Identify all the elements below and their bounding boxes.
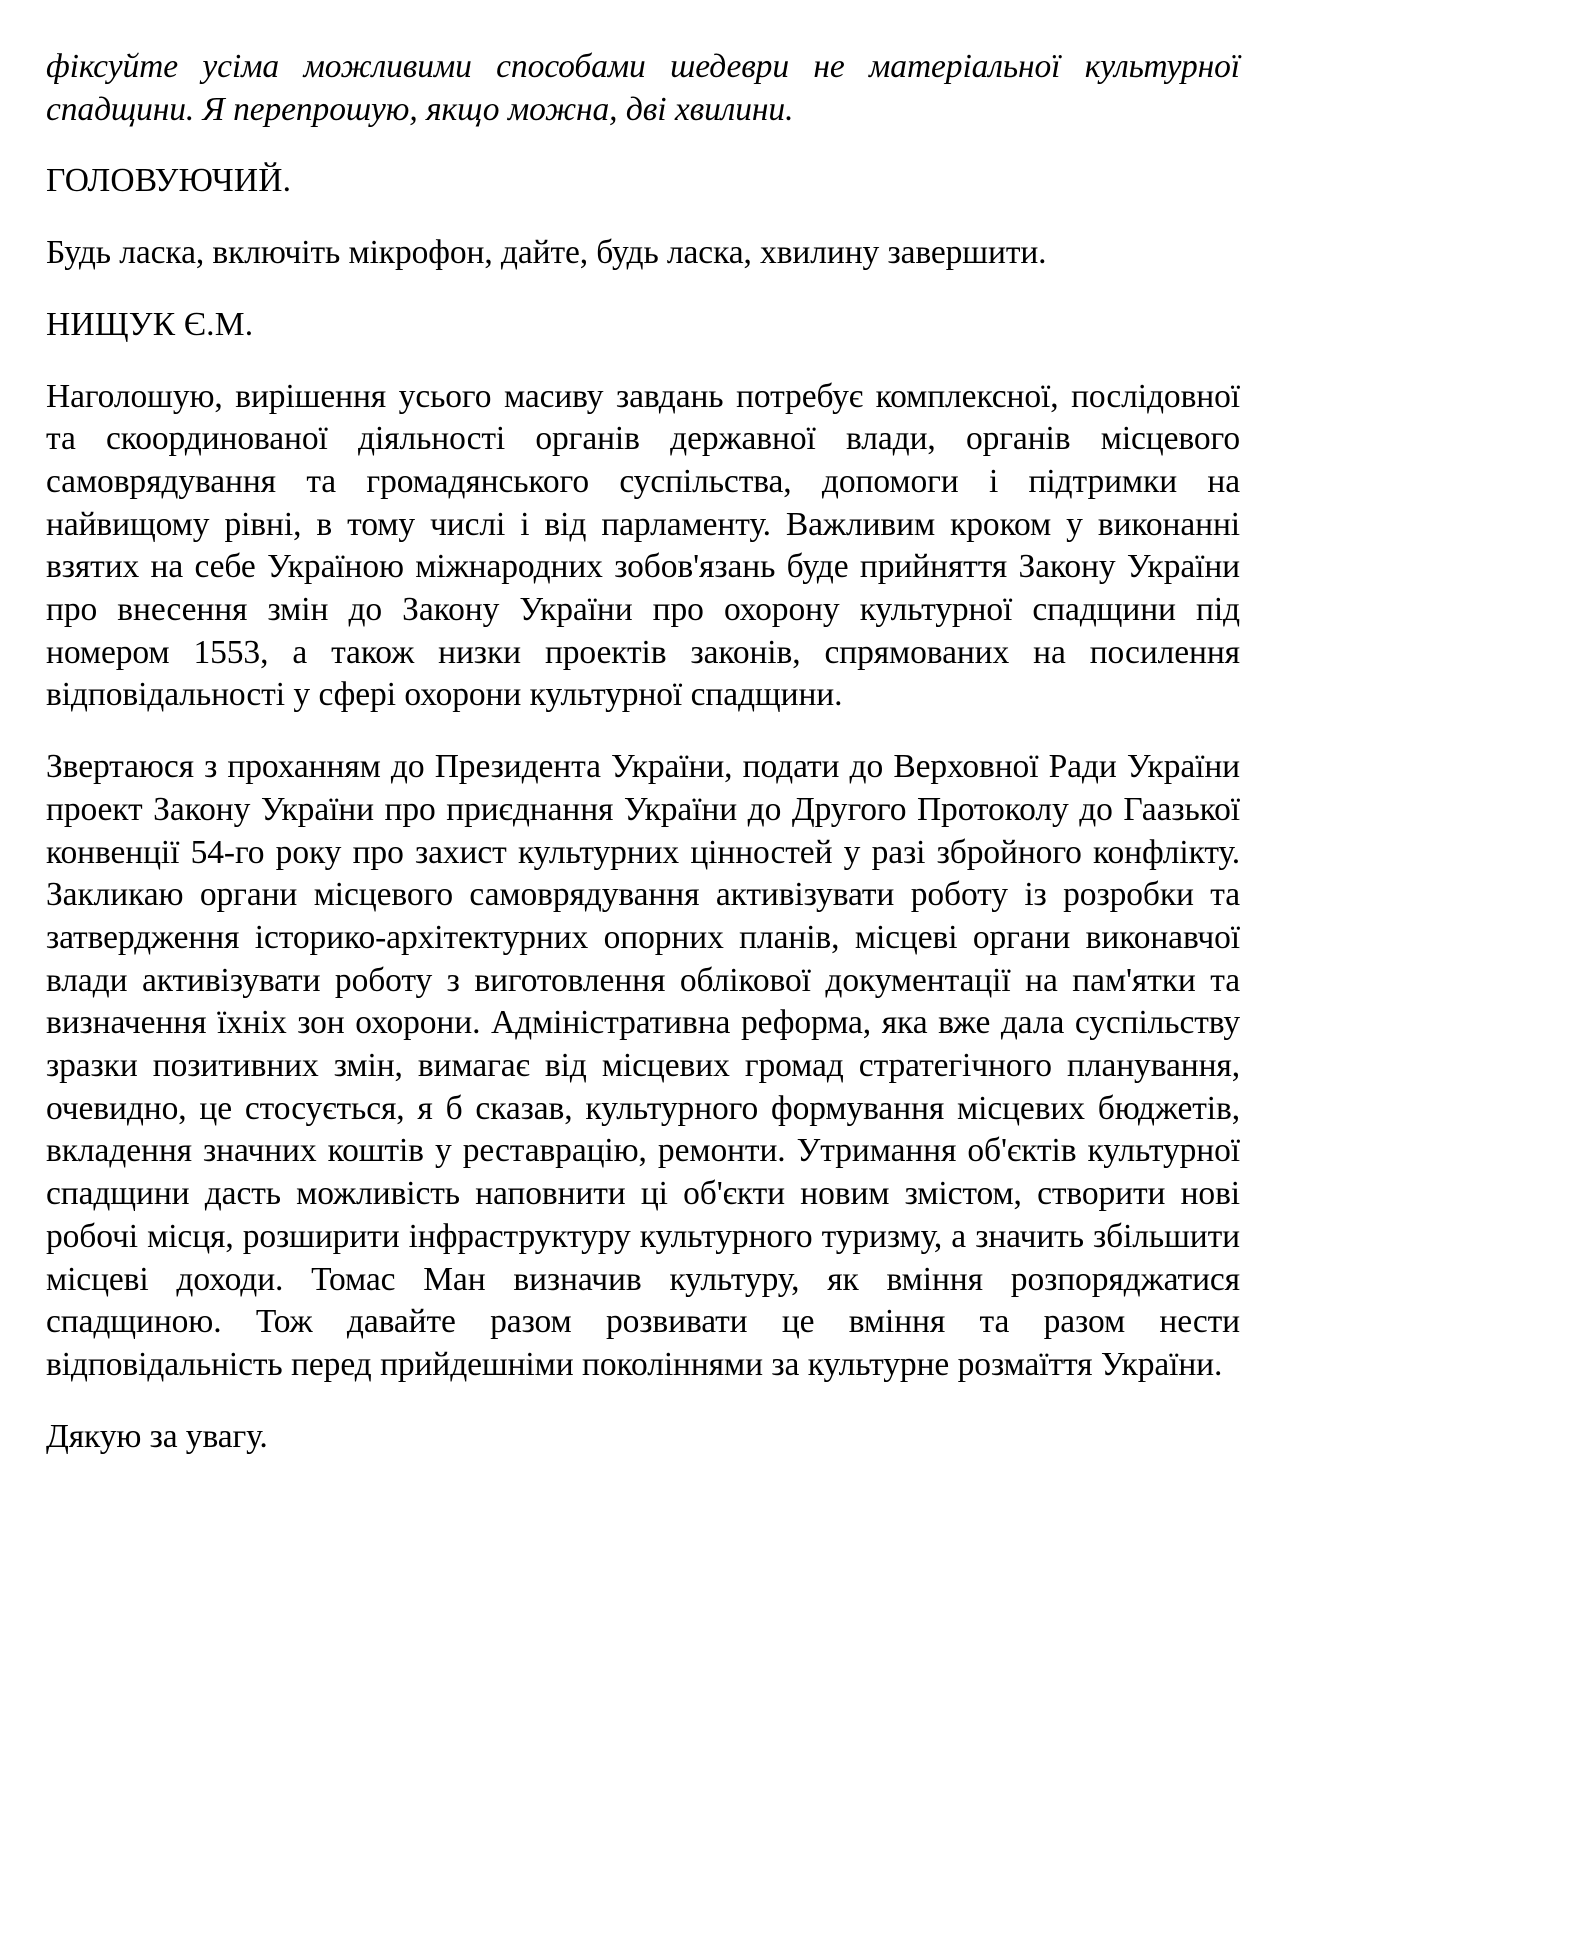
paragraph-closing-thanks: Дякую за увагу.	[46, 1417, 268, 1455]
speaker-label-chair: ГОЛОВУЮЧИЙ.	[46, 162, 292, 200]
paragraph-chair-remark: Будь ласка, включіть мікрофон, дайте, будь ласка, хвилину завершити.	[46, 234, 1047, 272]
speaker-label-nyshchuk: НИЩУК Є.М.	[46, 305, 254, 343]
paragraph-continuation: фіксуйте усіма можливими способами шедеври не матеріальної культурної спадщини. Я перепрошую, якщо можна, дві хвилини.	[46, 48, 1240, 128]
paragraph-appeal: Звертаюся з проханням до Президента України, подати до Верховної Ради України проект Закону України про приєднання України до Другого Протоколу до Гаазької конвенції 54-го року про захист культурних цінностей у разі збройного конфлікту. Закликаю органи місцевого самоврядування активізувати роботу із розробки та затвердження історико-архітектурних опорних планів, місцеві органи виконавчої влади активізувати роботу з виготовлення облікової документації на пам'ятки та визначення їхніх зон охорони. Адміністративна реформа, яка вже дала суспільству зразки позитивних змін, вимагає від місцевих громад стратегічного планування, очевидно, це стосується, я б сказав, культурного формування місцевих бюджетів, вкладення значних коштів у реставрацію, ремонти. Утримання об'єктів культурної спадщини дасть можливість наповнити ці об'єкти новим змістом, створити нові робочі місця, розширити інфраструктуру культурного туризму, а значить збільшити місцеві доходи. Томас Ман визначив культуру, як вміння розпоряджатися спадщиною. Тож давайте разом розвивати це вміння та разом нести відповідальність перед прийдешніми поколіннями за культурне розмаїття України.	[46, 748, 1240, 1383]
paragraph-tasks: Наголошую, вирішення усього масиву завдань потребує комплексної, послідовної та скоординованої діяльності органів державної влади, органів місцевого самоврядування та громадянського суспільства, допомоги і підтримки на найвищому рівні, в тому числі і від парламенту. Важливим кроком у виконанні взятих на себе Україною міжнародних зобов'язань буде прийняття Закону України про внесення змін до Закону України про охорону культурної спадщини під номером 1553, а також низки проектів законів, спрямованих на посилення відповідальності у сфері охорони культурної спадщини.	[46, 377, 1240, 714]
document-body	[46, 46, 1240, 1458]
